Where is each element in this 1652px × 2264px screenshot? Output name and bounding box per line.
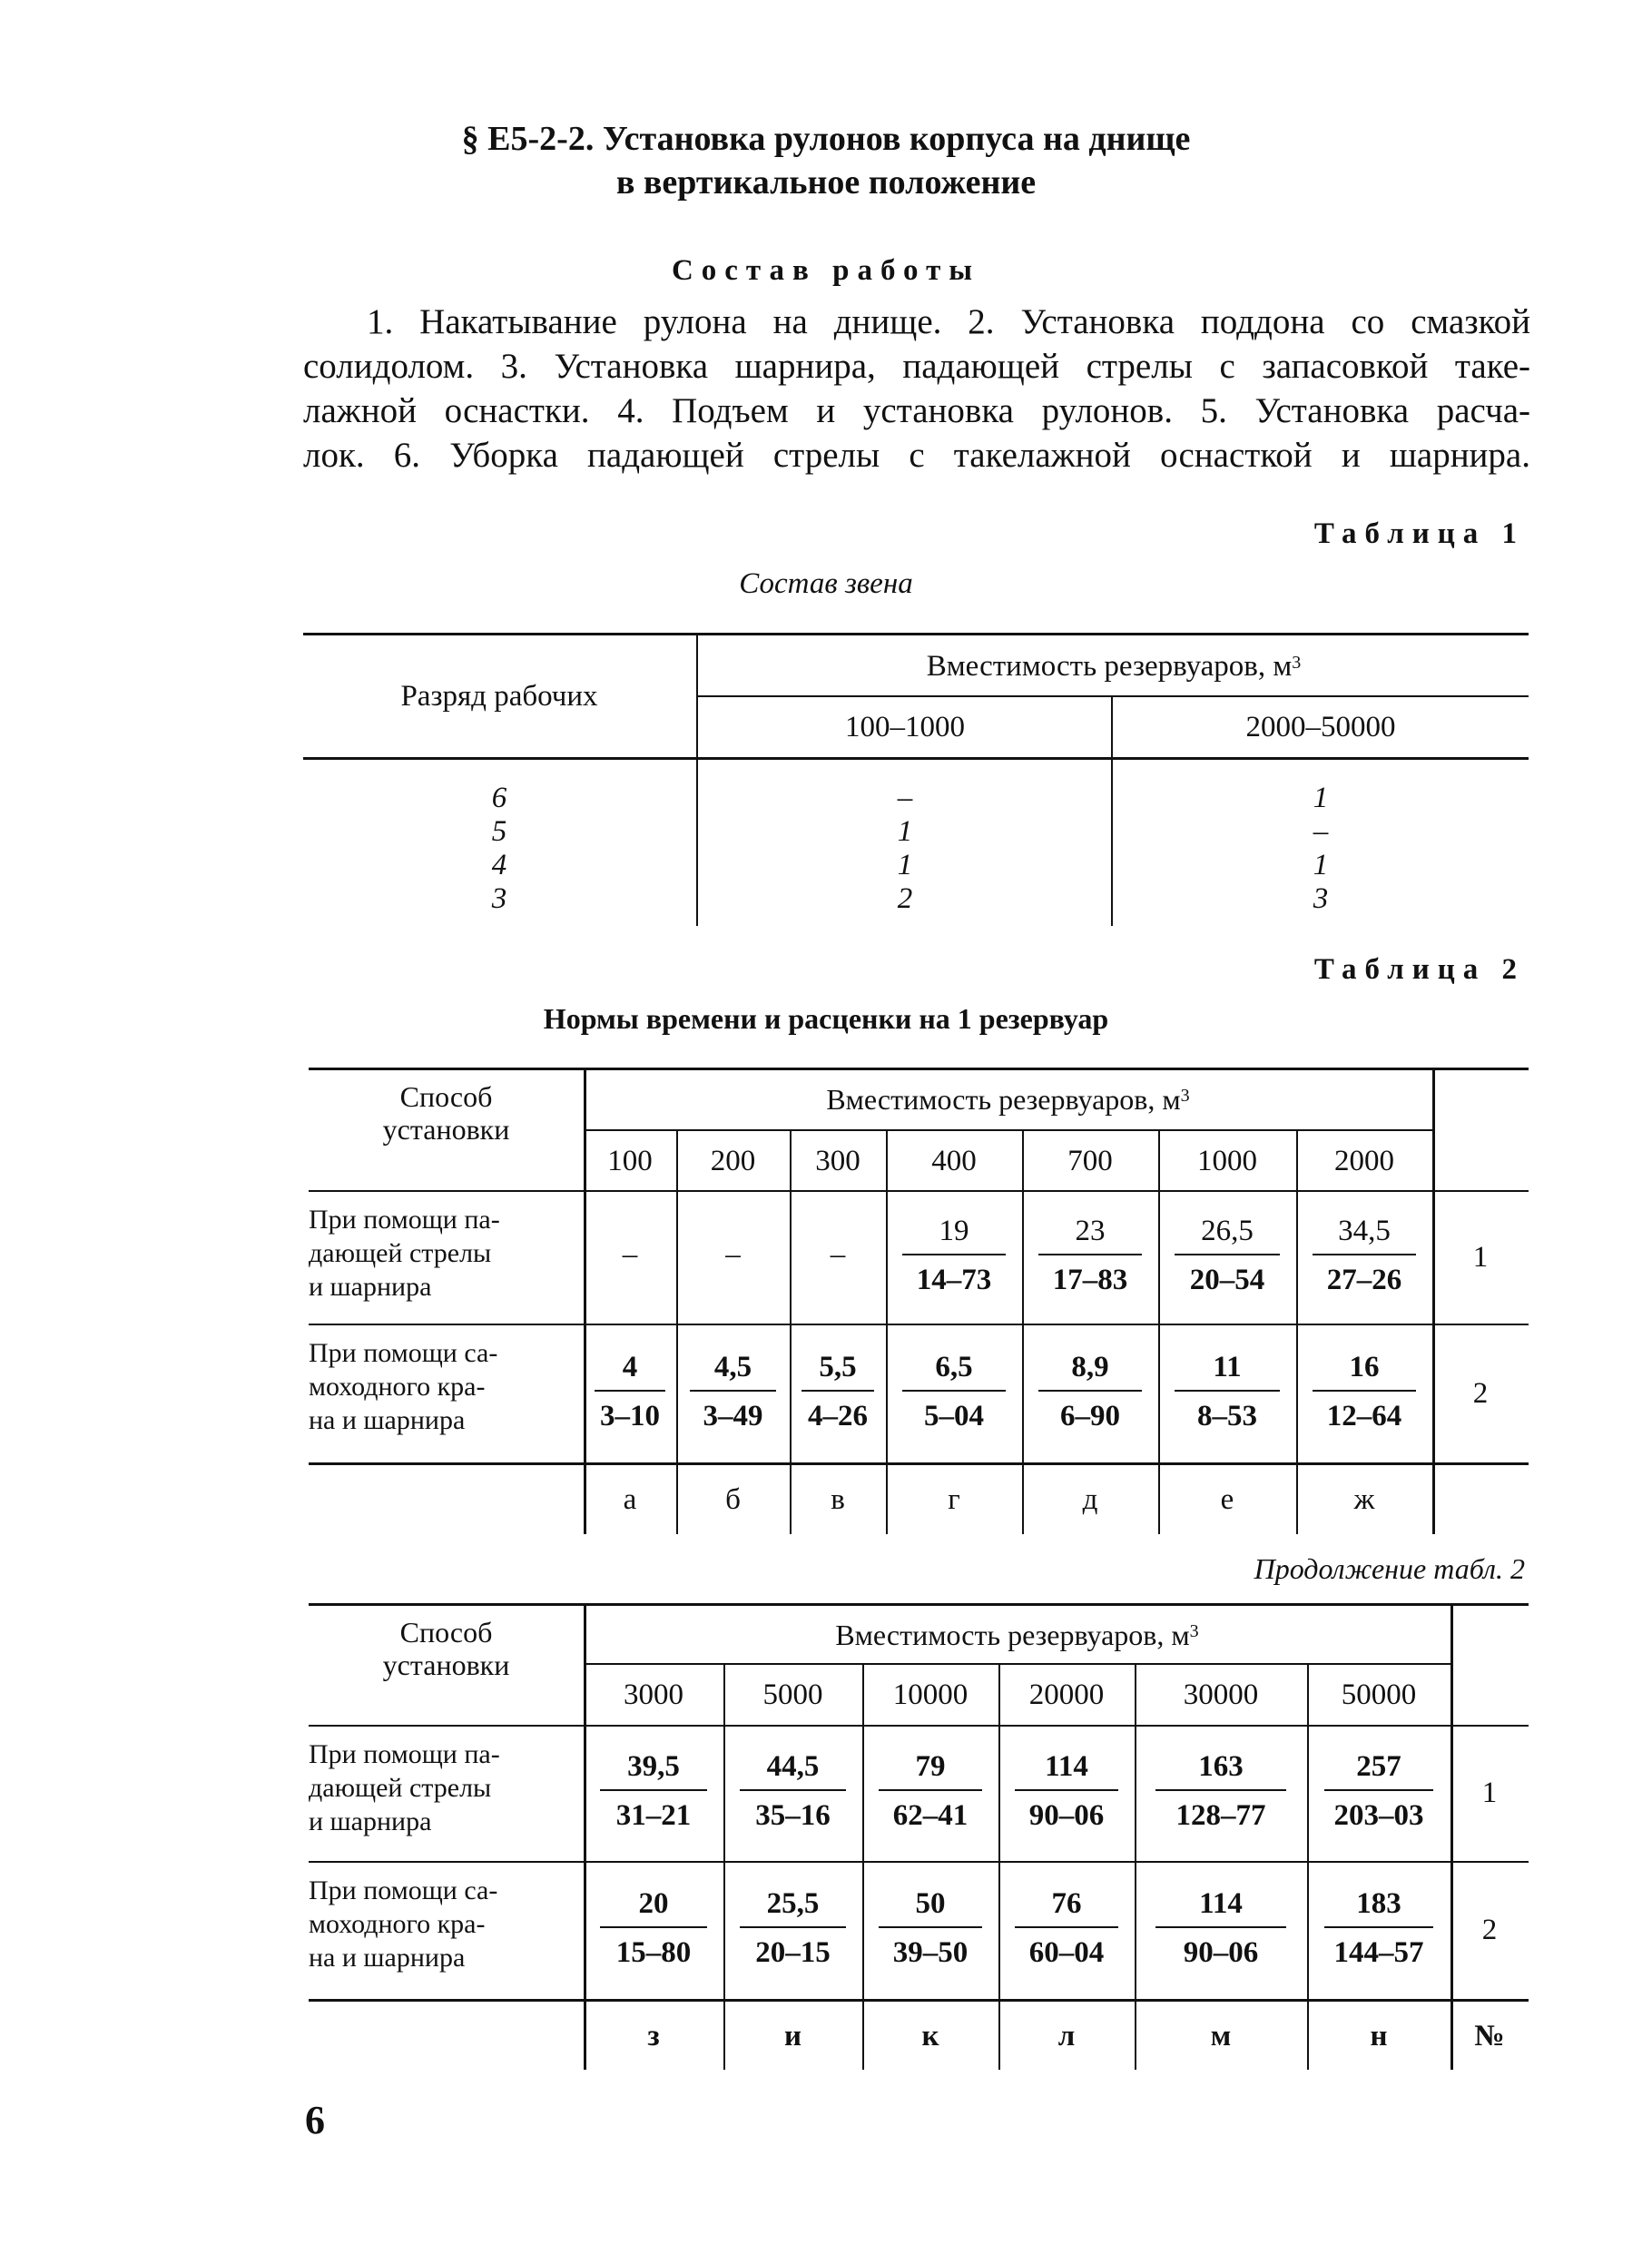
col-method-header: [309, 1616, 584, 1681]
column-letter: в: [831, 1483, 845, 1516]
norm-rate: 90–06: [1028, 1799, 1105, 1832]
norm-time: 39,5: [627, 1750, 680, 1783]
norm-rate: 60–04: [1028, 1936, 1105, 1969]
norm-rate: 3–49: [703, 1400, 763, 1432]
method-label: [309, 1203, 575, 1304]
norm-rate: 3–10: [600, 1400, 660, 1432]
method-label-line: При помощи па-: [309, 1205, 500, 1235]
capacity-header: 1000: [1197, 1145, 1257, 1177]
norm-time: 6,5: [935, 1351, 973, 1383]
norm-time: 114: [1199, 1887, 1243, 1920]
norm-rate: 90–06: [1183, 1936, 1259, 1969]
method-label: [309, 1874, 575, 1974]
column-letter: е: [1220, 1483, 1234, 1516]
work-line: лажной оснастки. 4. Подъем и установка рулонов. 5. Установка расча-: [303, 391, 1530, 430]
norm-rate: 4–26: [808, 1400, 868, 1432]
capacity-header: 400: [931, 1145, 977, 1177]
norm-rate: 20–15: [755, 1936, 831, 1969]
row-number: 2: [1472, 1377, 1489, 1410]
col-method-header-line: Способ: [399, 1616, 493, 1649]
norm-empty: –: [622, 1238, 638, 1271]
col-method-header-line: Способ: [399, 1080, 493, 1113]
norm-time: 163: [1198, 1750, 1244, 1783]
method-label-line: и шарнира: [309, 1806, 432, 1836]
column-letter: ж: [1353, 1483, 1375, 1516]
range-header: 2000–50000: [1245, 711, 1396, 743]
norm-time: 5,5: [819, 1351, 857, 1383]
work-line: 1. Накатывание рулона на днище. 2. Установка поддона со смазкой: [367, 302, 1530, 341]
table1-label: Таблица 1: [1313, 517, 1525, 550]
capacity-header: 50000: [1341, 1678, 1417, 1711]
range-header: 100–1000: [845, 711, 965, 743]
count-cell: 1: [897, 815, 913, 848]
capacity-header: 700: [1067, 1145, 1113, 1177]
work-line: лок. 6. Уборка падающей стрелы с такелажной оснасткой и шарнира.: [303, 436, 1530, 475]
method-label-line: моходного кра-: [309, 1372, 486, 1402]
norm-time: 50: [915, 1887, 946, 1920]
column-letter: м: [1210, 2020, 1232, 2052]
capacity-header: 5000: [762, 1678, 823, 1711]
norm-time: 4,5: [713, 1351, 752, 1383]
method-label-line: При помощи па-: [309, 1739, 500, 1769]
table2-label: Таблица 2: [1313, 953, 1525, 986]
norm-time: 257: [1356, 1750, 1401, 1783]
count-cell: 3: [1313, 882, 1329, 915]
capacity-header: 300: [815, 1145, 860, 1177]
norm-rate: 14–73: [916, 1264, 992, 1296]
count-cell: 1: [897, 849, 913, 881]
method-label-line: моходного кра-: [309, 1909, 486, 1939]
count-cell: 2: [897, 882, 913, 915]
rank-cell: 3: [491, 882, 507, 915]
capacity-header: 200: [710, 1145, 756, 1177]
method-label: [309, 1737, 575, 1838]
section-title-line2: в вертикальное положение: [615, 163, 1037, 202]
capacity-header: 30000: [1183, 1678, 1259, 1711]
norm-time: 34,5: [1338, 1215, 1391, 1247]
table1-caption: Состав звена: [739, 567, 913, 600]
norm-time: 19: [939, 1215, 969, 1247]
work-line: солидолом. 3. Установка шарнира, падающей стрелы с запасовкой таке-: [303, 347, 1530, 386]
norm-time: 26,5: [1201, 1215, 1254, 1247]
capacity-header: 20000: [1028, 1678, 1105, 1711]
column-letter: и: [783, 2020, 801, 2052]
method-label: [309, 1336, 575, 1437]
capacity-header: 3000: [624, 1678, 683, 1711]
norm-rate: 20–54: [1189, 1264, 1265, 1296]
method-label-line: и шарнира: [309, 1272, 432, 1302]
norm-time: 16: [1349, 1351, 1380, 1383]
norm-time: 11: [1213, 1351, 1242, 1383]
method-label-line: на и шарнира: [309, 1943, 466, 1973]
norm-rate: 35–16: [755, 1799, 831, 1832]
count-cell: 1: [1313, 782, 1329, 814]
norm-time: 44,5: [766, 1750, 820, 1783]
norm-empty: –: [725, 1238, 741, 1271]
norm-time: 8,9: [1071, 1351, 1109, 1383]
rank-cell: 6: [491, 782, 507, 814]
norm-time: 79: [915, 1750, 946, 1783]
norm-time: 76: [1051, 1887, 1082, 1920]
norm-rate: 8–53: [1197, 1400, 1257, 1432]
column-letter: к: [921, 2020, 939, 2052]
method-label-line: дающей стрелы: [309, 1238, 492, 1268]
norm-time: 23: [1075, 1215, 1106, 1247]
norm-rate: 128–77: [1175, 1799, 1266, 1832]
norm-rate: 31–21: [615, 1799, 692, 1832]
norm-rate: 39–50: [892, 1936, 969, 1969]
count-cell: –: [897, 782, 913, 814]
norm-time: 20: [638, 1887, 669, 1920]
column-letter: г: [948, 1483, 960, 1516]
rank-cell: 5: [491, 815, 507, 848]
table2-continuation: Продолжение табл. 2: [1254, 1552, 1525, 1585]
norm-time: 114: [1045, 1750, 1088, 1783]
norm-rate: 17–83: [1052, 1264, 1128, 1296]
col-capacity-header: Вместимость резервуаров, $м^3$: [835, 1619, 1199, 1651]
table2-caption: Нормы времени и расценки на 1 резервуар: [543, 1002, 1109, 1035]
column-letter: н: [1370, 2020, 1388, 2052]
capacity-header: 10000: [892, 1678, 969, 1711]
col-method-header: [309, 1080, 584, 1146]
work-heading: Состав работы: [671, 254, 981, 287]
norm-rate: 12–64: [1326, 1400, 1402, 1432]
rank-cell: 4: [491, 849, 507, 881]
section-title: § Е5-2-2. Установка рулонов корпуса на днище: [461, 120, 1191, 158]
capacity-header: 100: [607, 1145, 653, 1177]
method-label-line: При помощи са-: [309, 1875, 498, 1905]
norm-rate: 5–04: [924, 1400, 984, 1432]
column-letter: л: [1057, 2020, 1076, 2052]
column-letter: д: [1082, 1483, 1098, 1516]
col-rank-header: Разряд рабочих: [400, 680, 598, 713]
count-cell: 1: [1313, 849, 1329, 881]
norm-rate: 144–57: [1333, 1936, 1424, 1969]
column-letter: з: [647, 2020, 660, 2052]
norm-rate: 27–26: [1326, 1264, 1402, 1296]
norm-time: 4: [622, 1351, 638, 1383]
row-number: 1: [1472, 1241, 1489, 1274]
column-letter: б: [725, 1483, 741, 1516]
row-number: 1: [1481, 1777, 1498, 1809]
norm-time: 25,5: [766, 1887, 820, 1920]
norm-rate: 6–90: [1060, 1400, 1120, 1432]
row-number: 2: [1481, 1914, 1498, 1946]
col-method-header-line: установки: [382, 1113, 510, 1146]
method-label-line: на и шарнира: [309, 1405, 466, 1435]
method-label-line: дающей стрелы: [309, 1773, 492, 1803]
method-label-line: При помощи са-: [309, 1338, 498, 1368]
norm-time: 183: [1356, 1887, 1401, 1920]
col-capacity-header: Вместимость резервуаров, $м^3$: [826, 1083, 1190, 1116]
col-method-header-line: установки: [382, 1649, 510, 1681]
count-cell: –: [1313, 815, 1329, 848]
norm-empty: –: [830, 1238, 846, 1271]
work-description: [303, 300, 1530, 477]
col-capacity-header: Вместимость резервуаров, $м^3$: [926, 650, 1302, 683]
capacity-header: 2000: [1334, 1145, 1394, 1177]
page-number: 6: [305, 2098, 325, 2142]
column-letter: а: [623, 1483, 637, 1516]
norm-rate: 203–03: [1333, 1799, 1424, 1832]
norm-rate: 62–41: [892, 1799, 969, 1832]
row-number-label: №: [1474, 2020, 1505, 2052]
norm-rate: 15–80: [615, 1936, 692, 1969]
